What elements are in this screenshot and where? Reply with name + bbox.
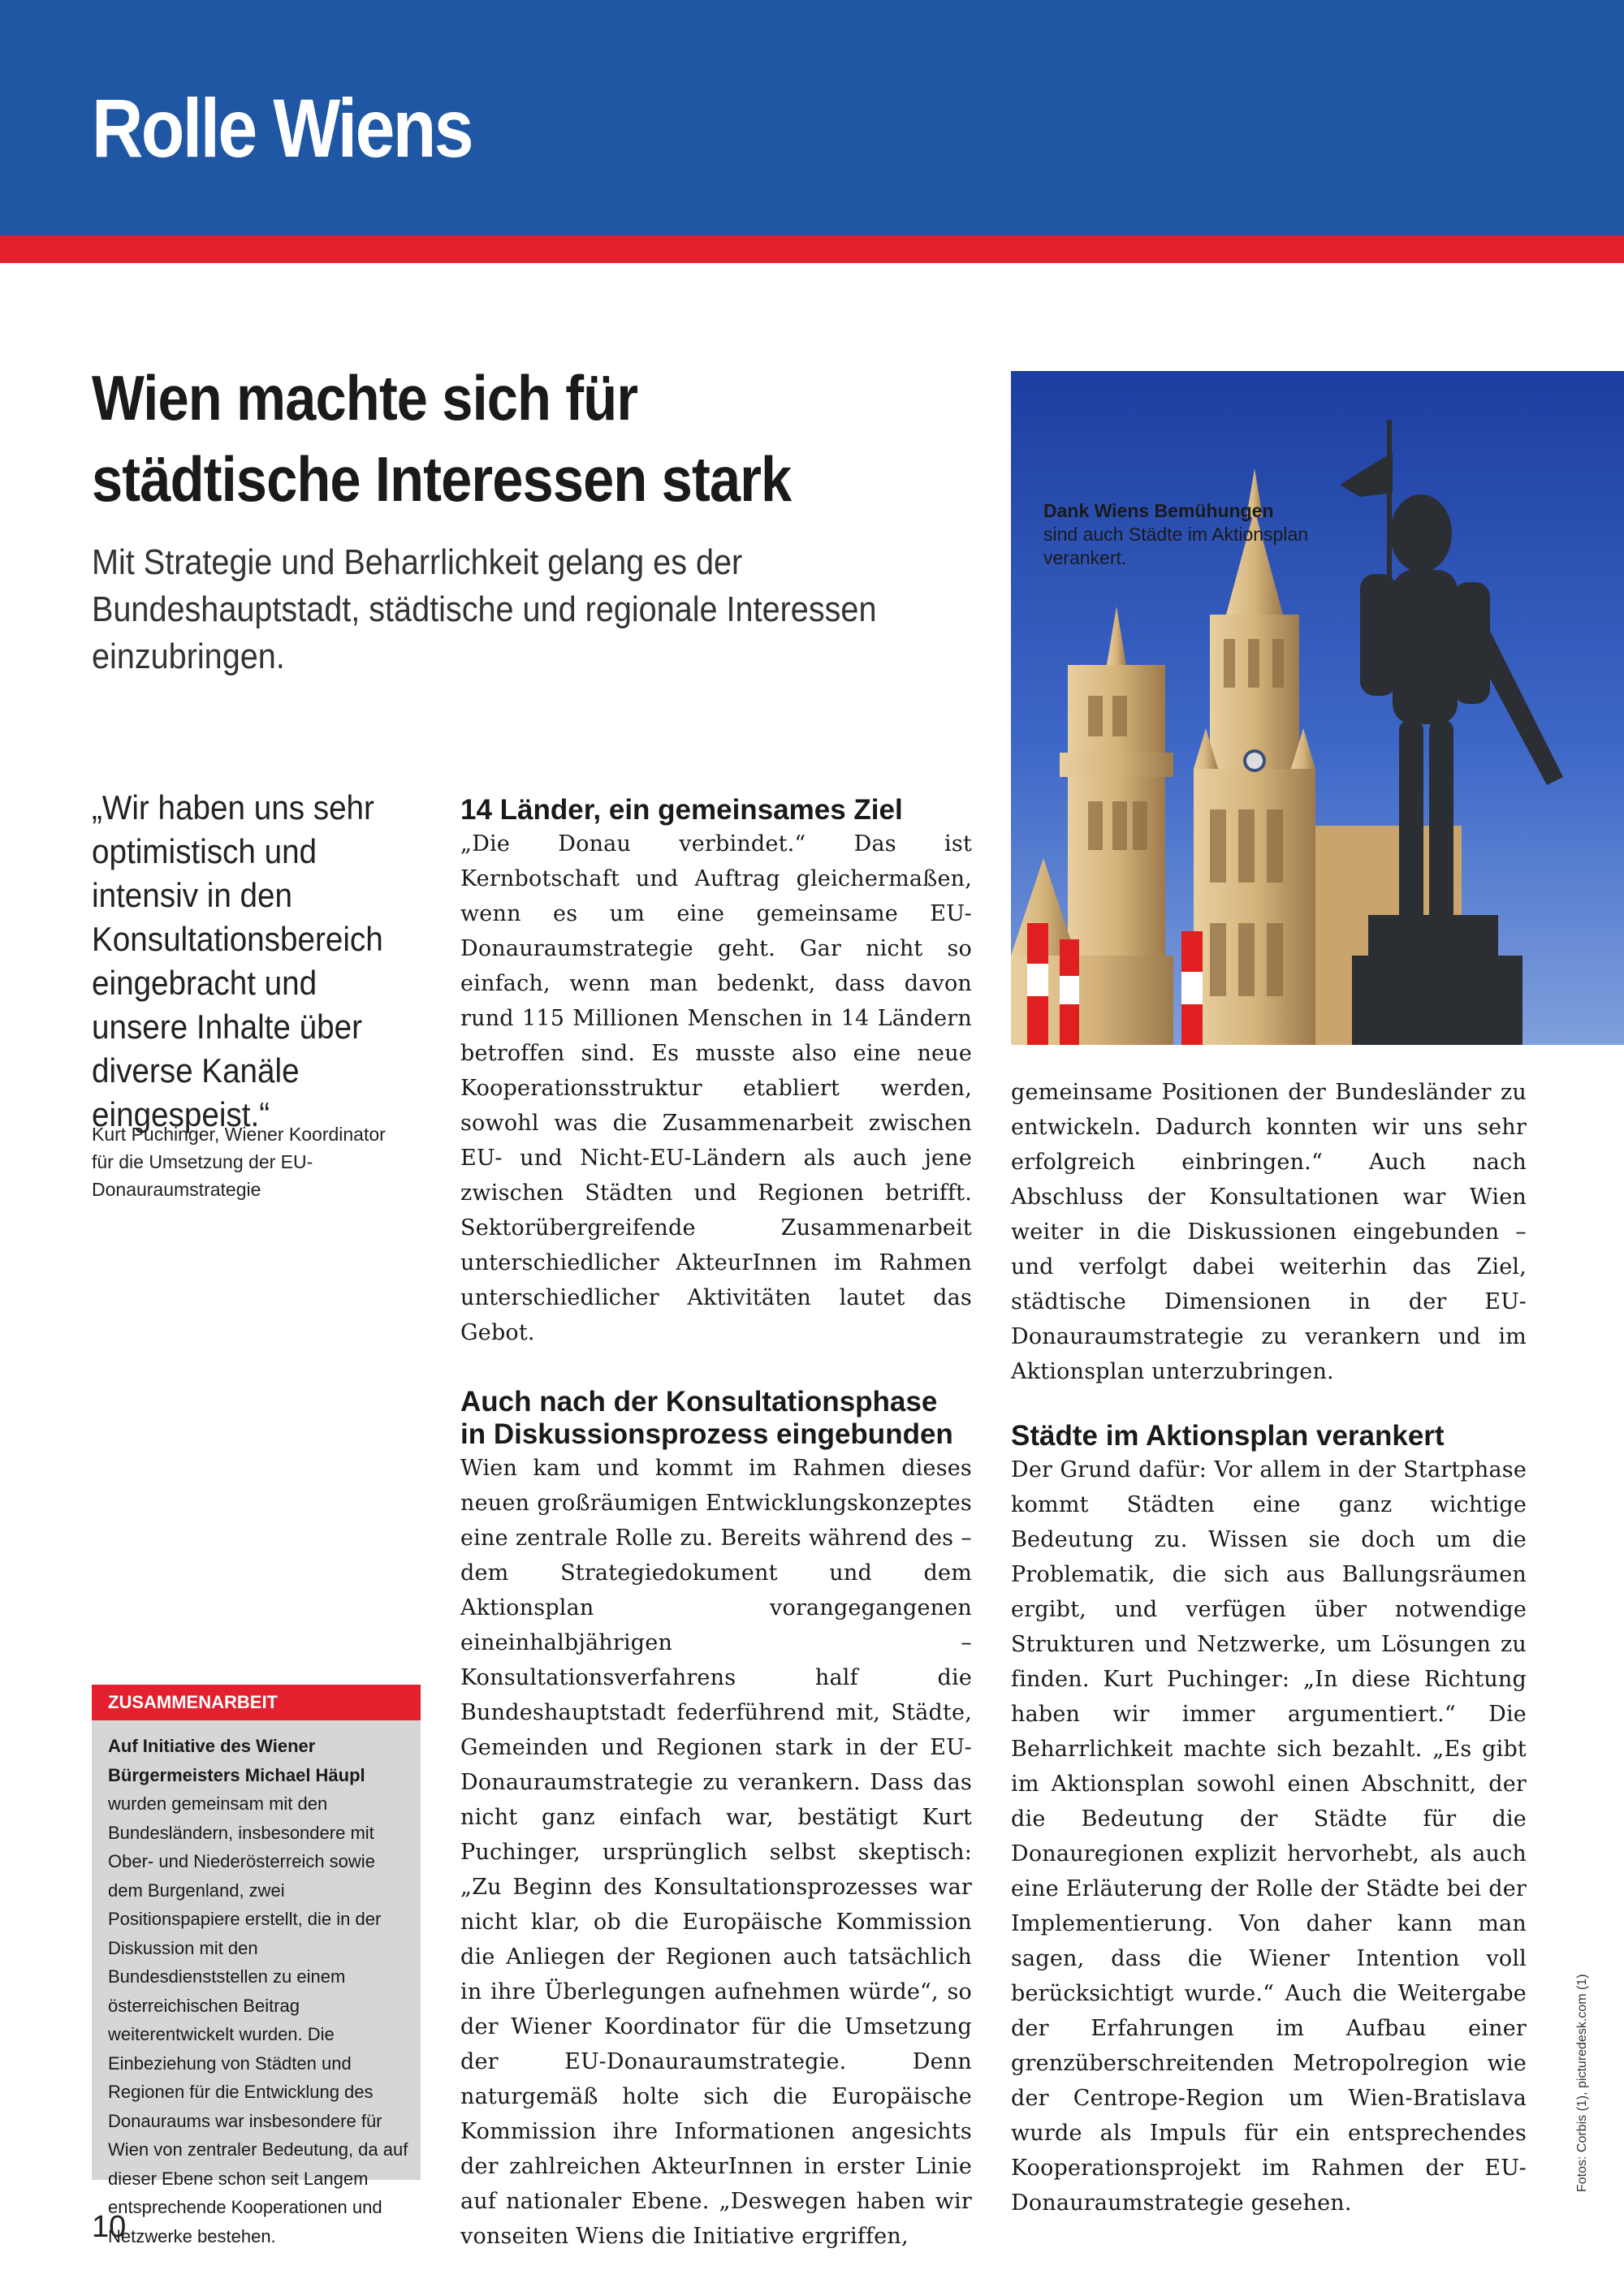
city-hall-photo: [1011, 371, 1624, 1045]
right-column: [1011, 1075, 1527, 2220]
section-title: Rolle Wiens: [92, 82, 473, 175]
lead-paragraph: Mit Strategie und Beharrlichkeit gelang es der Bundeshauptstadt, städtische und regionale Interessen einzubringen.: [92, 542, 877, 676]
info-box-text-bold: Auf Initiative des Wiener Bürgermeisters Michael Häupl: [108, 1736, 365, 1785]
section-heading-2-line-2: in Diskussionsprozess eingebunden: [460, 1418, 953, 1450]
photo-caption: [1043, 499, 1352, 570]
quote-source: Kurt Puchinger, Wiener Koordinator für die Umsetzung der EU-Donauraumstrategie: [92, 1124, 386, 1200]
photo-caption-bold: Dank Wiens Bemühungen: [1043, 500, 1274, 521]
headline: [92, 357, 878, 520]
section-text-2-continued: gemeinsame Positionen der Bundesländer zu entwickeln. Dadurch konnten wir uns sehr erfolgreich einbringen.“ Auch nach Abschluss der Konsultationen war Wien weiter in die Diskussionen eingebunden – und verfolgt dabei weiterhin das Ziel, städtische Dimensionen in der EU-Donauraumstrategie zu verankern und im Aktionsplan unterzubringen.: [1011, 1080, 1527, 1384]
accent-stripe: [0, 235, 1624, 263]
photo-credit: Fotos: Corbis (1), picturedesk.com (1): [1575, 1974, 1589, 2192]
section-text-3: Der Grund dafür: Vor allem in der Startphase kommt Städten eine ganz wichtige Bedeutung zu. Wissen sie doch um die Problematik, die sich aus Ballungsräumen ergibt, und verfügen über notwendige Strukturen und Netzwerke, um Lösungen zu finden. Kurt Puchinger: „In diese Richtung haben wir immer argumentiert.“ Die Beharrlichkeit machte sich bezahlt. „Es gibt im Aktionsplan sowohl einen Abschnitt, der die Bedeutung der Städte für die Donauregionen explizit hervorhebt, als auch eine Erläuterung der Rolle der Städte bei der Implementierung. Von daher kann man sagen, dass die Wiener Intention voll berücksichtigt wurde.“ Auch die Weitergabe der Erfahrungen im Aufbau einer grenzüberschreitenden Metropolregion wie der Centrope-Region um Wien-Bratislava wurde als Impuls für ein entsprechendes Kooperationsprojekt im Rahmen der EU-Donauraumstrategie gesehen.: [1011, 1457, 1527, 2216]
section-text-2: Wien kam und kommt im Rahmen dieses neuen großräumigen Entwicklungskonzeptes eine zentrale Rolle zu. Bereits während des – dem Strategiedokument und dem Aktionsplan vorangegangenen eineinhalbjährigen – Konsultationsverfahrens half die Bundeshauptstadt federführend mit, Städte, Gemeinden und Regionen stark in der EU-Donauraumstrategie zu verankern. Dass das nicht ganz einfach war, bestätigt Kurt Puchinger, ursprünglich selbst skeptisch: „Zu Beginn des Konsultationsprozesses war nicht klar, ob die Europäische Kommission die Anliegen der Regionen auch tatsächlich in ihre Überlegungen aufnehmen würde“, so der Wiener Koordinator für die Umsetzung der EU-Donauraumstrategie. Denn naturgemäß holte sich die Europäische Kommission ihre Informationen angesichts der zahlreichen AkteurInnen in erster Linie auf nationaler Ebene. „Deswegen haben wir vonseiten Wiens die Initiative ergriffen,: [460, 1456, 972, 2249]
section-heading-2: [460, 1386, 972, 1451]
section-heading-1: 14 Länder, ein gemeinsames Ziel: [460, 794, 903, 826]
pull-quote: „Wir haben uns sehr optimistisch und intensiv in den Konsultationsbereich eingebracht und unsere Inhalte über diverse Kanäle eingespeist.“: [92, 788, 383, 1133]
section-text-1: „Die Donau verbindet.“ Das ist Kernbotschaft und Auftrag gleichermaßen, wenn es um eine gemeinsame EU-Donauraumstrategie geht. Gar nicht so einfach, wenn man bedenkt, dass davon rund 115 Millionen Menschen in 14 Ländern betroffen sind. Es musste also eine neue Kooperationsstruktur etabliert werden, sowohl was die Zusammenarbeit zwischen EU- und Nicht-EU-Ländern als auch jene zwischen Städten und Regionen betrifft. Sektorübergreifende Zusammenarbeit unterschiedlicher AkteurInnen im Rahmen unterschiedlicher Aktivitäten lautet das Gebot.: [460, 831, 972, 1345]
section-heading-3: Städte im Aktionsplan verankert: [1011, 1420, 1445, 1452]
section-heading-2-line-1: Auch nach der Konsultationsphase: [460, 1386, 938, 1418]
middle-column: [460, 794, 972, 2254]
city-hall-illustration: [1011, 371, 1624, 1045]
info-box-label: ZUSAMMENARBEIT: [92, 1685, 421, 1720]
info-box-text: [92, 1720, 421, 2251]
photo-caption-text: sind auch Städte im Aktionsplan verankert.: [1043, 524, 1309, 568]
info-box-text-rest: wurden gemeinsam mit den Bundesländern, insbesondere mit Ober- und Niederösterreich sowie dem Burgenland, zwei Positionspapiere erstellt, die in der Diskussion mit den Bundesdienststellen zu einem österreichischen Beitrag weiterentwickelt wurden. Die Einbeziehung von Städten und Regionen für die Entwicklung des Donauraums war insbesondere für Wien von zentraler Bedeutung, da auf dieser Ebene schon seit Langem entsprechende Kooperationen und Netzwerke bestehen.: [108, 1793, 408, 2246]
page-number: 10: [92, 2210, 127, 2244]
headline-line-1: Wien machte sich für: [92, 362, 638, 434]
headline-line-2: städtische Interessen stark: [92, 443, 792, 515]
